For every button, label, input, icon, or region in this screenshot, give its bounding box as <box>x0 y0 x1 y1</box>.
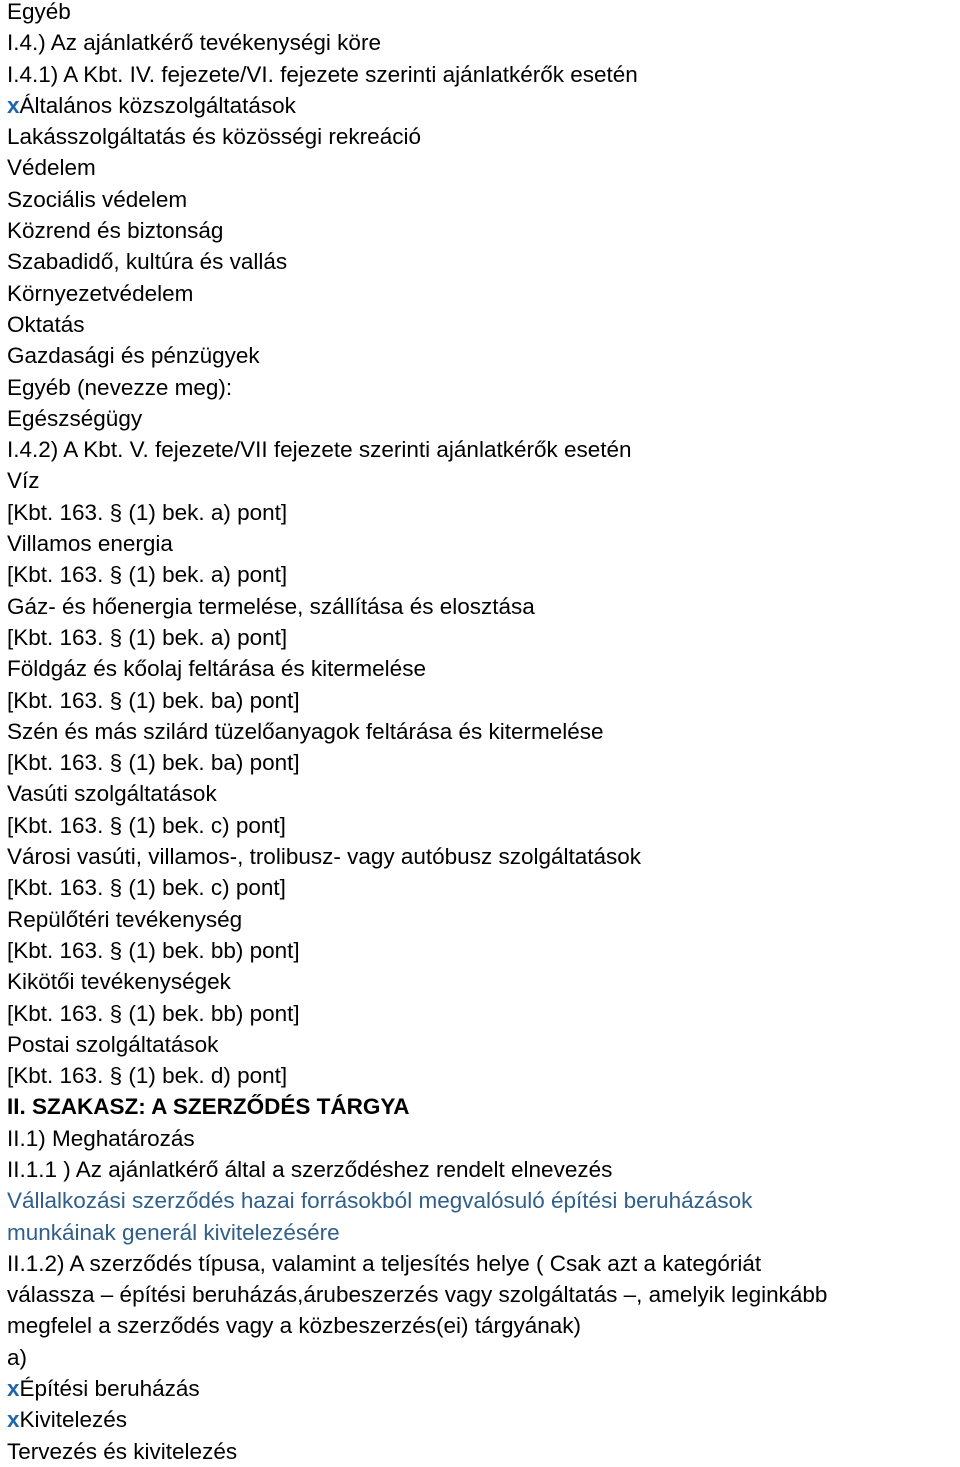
activity-item: Lakásszolgáltatás és közösségi rekreáció <box>7 124 421 150</box>
section-i4-title: I.4.) Az ajánlatkérő tevékenységi köre <box>7 30 381 56</box>
sector-item-name: Víz <box>7 468 40 494</box>
contract-type-selected <box>7 1373 960 1404</box>
activity-item: Védelem <box>7 155 96 181</box>
sector-item-name: Kikötői tevékenységek <box>7 969 231 995</box>
sector-item-name: Repülőtéri tevékenység <box>7 906 243 932</box>
sector-item-ref: [Kbt. 163. § (1) bek. a) pont] <box>7 499 288 525</box>
section-ii-heading: II. SZAKASZ: A SZERZŐDÉS TÁRGYA <box>7 1094 410 1120</box>
activity-item: Szociális védelem <box>7 186 188 212</box>
document-page <box>7 0 960 1467</box>
checked-mark: x <box>7 1376 20 1402</box>
sector-item-name: Földgáz és kőolaj feltárása és kitermelése <box>7 656 426 682</box>
sector-item-ref: [Kbt. 163. § (1) bek. a) pont] <box>7 624 288 650</box>
work-type-option: Tervezés és kivitelezés <box>7 1438 238 1464</box>
activity-item: Szabadidő, kultúra és vallás <box>7 249 288 275</box>
sector-item-ref: [Kbt. 163. § (1) bek. d) pont] <box>7 1063 288 1089</box>
checked-mark: x <box>7 92 20 118</box>
section-ii12-title: II.1.2) A szerződés típusa, valamint a teljesítés helye ( Csak azt a kategóriát <box>7 1250 762 1276</box>
sector-item-ref: [Kbt. 163. § (1) bek. ba) pont] <box>7 687 300 713</box>
previous-selection-text: Egyéb <box>7 0 71 24</box>
sector-item-ref: [Kbt. 163. § (1) bek. bb) pont] <box>7 937 300 963</box>
activity-item: Gazdasági és pénzügyek <box>7 343 260 369</box>
sector-item-name: Szén és más szilárd tüzelőanyagok feltárása és kitermelése <box>7 718 604 744</box>
section-ii12-title-cont: megfelel a szerződés vagy a közbeszerzés(ei) tárgyának) <box>7 1313 582 1339</box>
sector-item-name: Vasúti szolgáltatások <box>7 781 217 807</box>
sector-item-ref: [Kbt. 163. § (1) bek. a) pont] <box>7 562 288 588</box>
activity-item-selected <box>7 90 960 121</box>
sector-item-name: Városi vasúti, villamos-, trolibusz- vagy autóbusz szolgáltatások <box>7 844 642 870</box>
section-ii12-title-cont: válassza – építési beruházás,árubeszerzés vagy szolgáltatás –, amelyik leginkább <box>7 1282 828 1308</box>
sector-item-name: Postai szolgáltatások <box>7 1031 219 1057</box>
sector-item-ref: [Kbt. 163. § (1) bek. c) pont] <box>7 875 286 901</box>
sector-item-ref: [Kbt. 163. § (1) bek. bb) pont] <box>7 1000 300 1026</box>
section-ii1-title: II.1) Meghatározás <box>7 1125 195 1151</box>
work-type-selected <box>7 1404 960 1435</box>
sector-item-ref: [Kbt. 163. § (1) bek. ba) pont] <box>7 750 300 776</box>
section-ii11-title: II.1.1 ) Az ajánlatkérő által a szerződéshez rendelt elnevezés <box>7 1156 613 1182</box>
contract-name-value: Vállalkozási szerződés hazai forrásokból megvalósuló építési beruházások <box>7 1188 753 1214</box>
section-i41-title: I.4.1) A Kbt. IV. fejezete/VI. fejezete szerinti ajánlatkérők esetén <box>7 61 638 87</box>
sector-item-name: Gáz- és hőenergia termelése, szállítása és elosztása <box>7 593 535 619</box>
activity-item: Közrend és biztonság <box>7 218 224 244</box>
contract-name-value-cont: munkáinak generál kivitelezésére <box>7 1219 340 1245</box>
checked-mark: x <box>7 1407 20 1433</box>
sector-item-name: Villamos energia <box>7 531 173 557</box>
activity-item: Környezetvédelem <box>7 280 194 306</box>
activity-item: Egészségügy <box>7 405 143 431</box>
activity-item: Oktatás <box>7 311 85 337</box>
activity-item: Egyéb (nevezze meg): <box>7 374 233 400</box>
activity-item-label: Általános közszolgáltatások <box>19 92 296 118</box>
point-label: a) <box>7 1344 28 1370</box>
sector-item-ref: [Kbt. 163. § (1) bek. c) pont] <box>7 812 286 838</box>
contract-type-label: Építési beruházás <box>19 1376 200 1402</box>
section-i42-title: I.4.2) A Kbt. V. fejezete/VII fejezete szerinti ajánlatkérők esetén <box>7 437 632 463</box>
work-type-label: Kivitelezés <box>19 1407 128 1433</box>
